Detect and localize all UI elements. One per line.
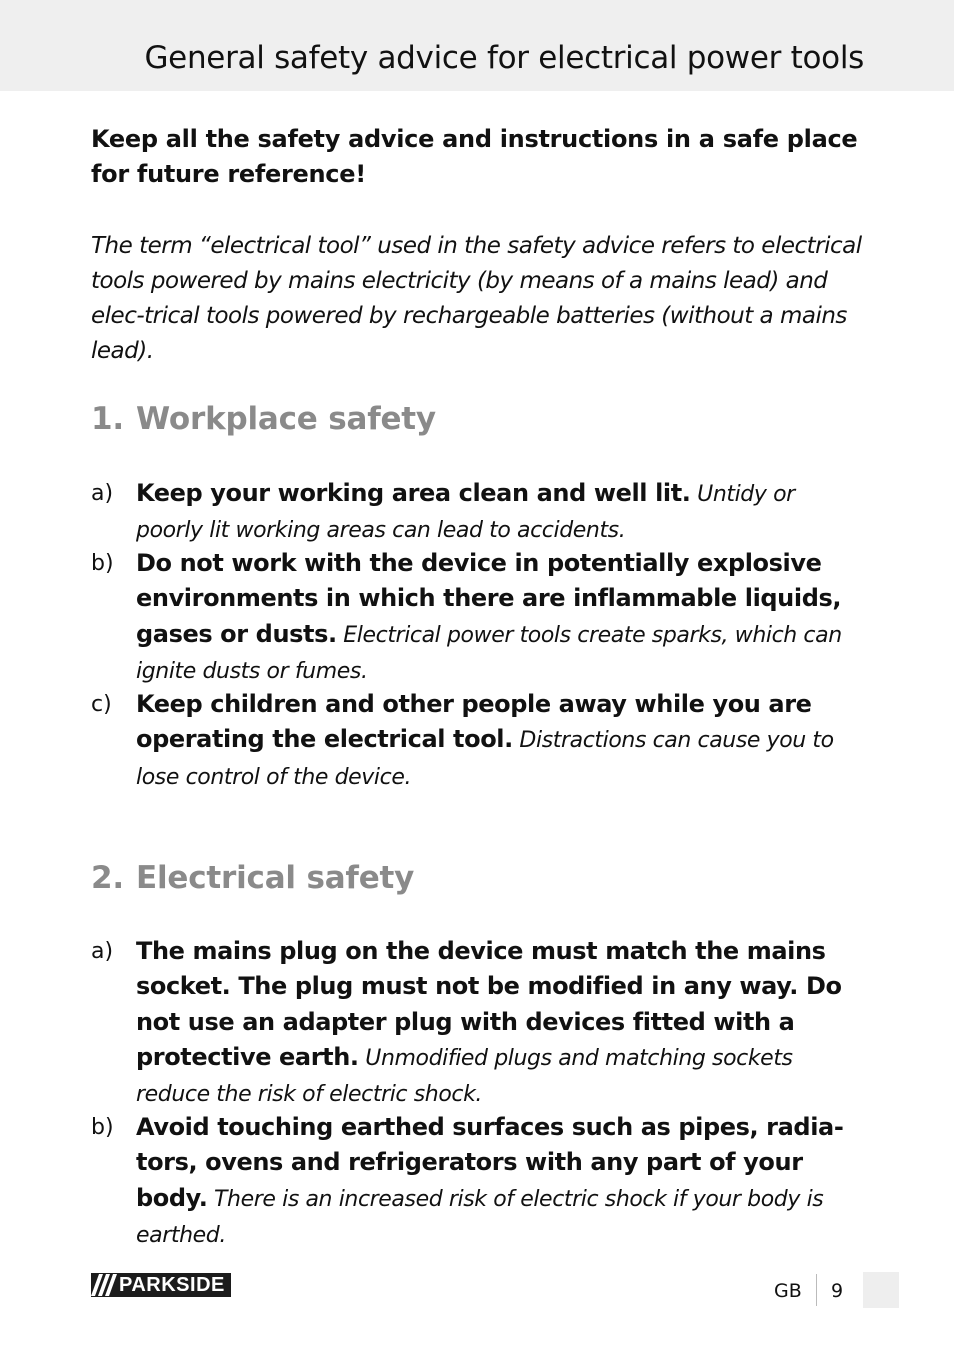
section-heading: Workplace safety: [136, 401, 436, 437]
section-number: 1.: [91, 401, 124, 437]
item-bold: Keep children and other people away while you are operating the electrical tool.: [136, 690, 812, 754]
page-tab-marker: [863, 1272, 899, 1308]
section-heading: Electrical safety: [136, 860, 415, 896]
brand-name: PARKSIDE: [119, 1273, 225, 1296]
item-letter: a): [91, 481, 114, 506]
list-item: [91, 476, 881, 549]
language-code: GB: [774, 1280, 802, 1302]
item-italic: Distractions can cause you to lose control of the device.: [136, 728, 834, 790]
intro-definition: The term “electrical tool” used in the safety advice refers to electrical tools powered by mains electricity (by means of a mains lead) and elec-trical tools powered by rechargeable batteries (without a mains lead).: [91, 233, 862, 364]
item-italic: Untidy or poorly lit working areas can lead to accidents.: [136, 482, 795, 544]
item-bold: Keep your working area clean and well lit.: [136, 479, 691, 507]
parkside-logo: [91, 1273, 231, 1297]
list-item: [91, 687, 881, 795]
list-item: [91, 1110, 881, 1253]
footer-divider: [816, 1274, 817, 1306]
page-title: General safety advice for electrical power tools: [144, 40, 864, 76]
list-item: [91, 934, 881, 1112]
item-letter: c): [91, 692, 112, 717]
intro-bold-note: Keep all the safety advice and instructions in a safe place for future reference!: [91, 125, 858, 188]
section-title-workplace: [91, 401, 436, 437]
list-item: [91, 546, 881, 689]
section-number: 2.: [91, 860, 124, 896]
page-number: 9: [831, 1280, 844, 1302]
item-letter: b): [91, 551, 114, 576]
item-bold: Avoid touching earthed surfaces such as pipes, radia-tors, ovens and refrigerators with any part of your body.: [136, 1113, 844, 1212]
item-letter: a): [91, 939, 114, 964]
item-italic: There is an increased risk of electric shock if your body is earthed.: [136, 1186, 824, 1248]
section-title-electrical: [91, 860, 414, 896]
logo-stripes-icon: [95, 1274, 113, 1296]
header-band: [0, 0, 954, 91]
item-bold: Do not work with the device in potentially explosive environments in which there are inflammable liquids, gases or dusts.: [136, 549, 842, 648]
item-italic: Electrical power tools create sparks, which can ignite dusts or fumes.: [136, 622, 842, 684]
item-italic: Unmodified plugs and matching sockets reduce the risk of electric shock.: [136, 1045, 793, 1108]
item-bold: The mains plug on the device must match the mains socket. The plug must not be modified in any way. Do not use an adapter plug with devices fitted with a protective earth.: [136, 937, 842, 1071]
item-letter: b): [91, 1115, 114, 1140]
